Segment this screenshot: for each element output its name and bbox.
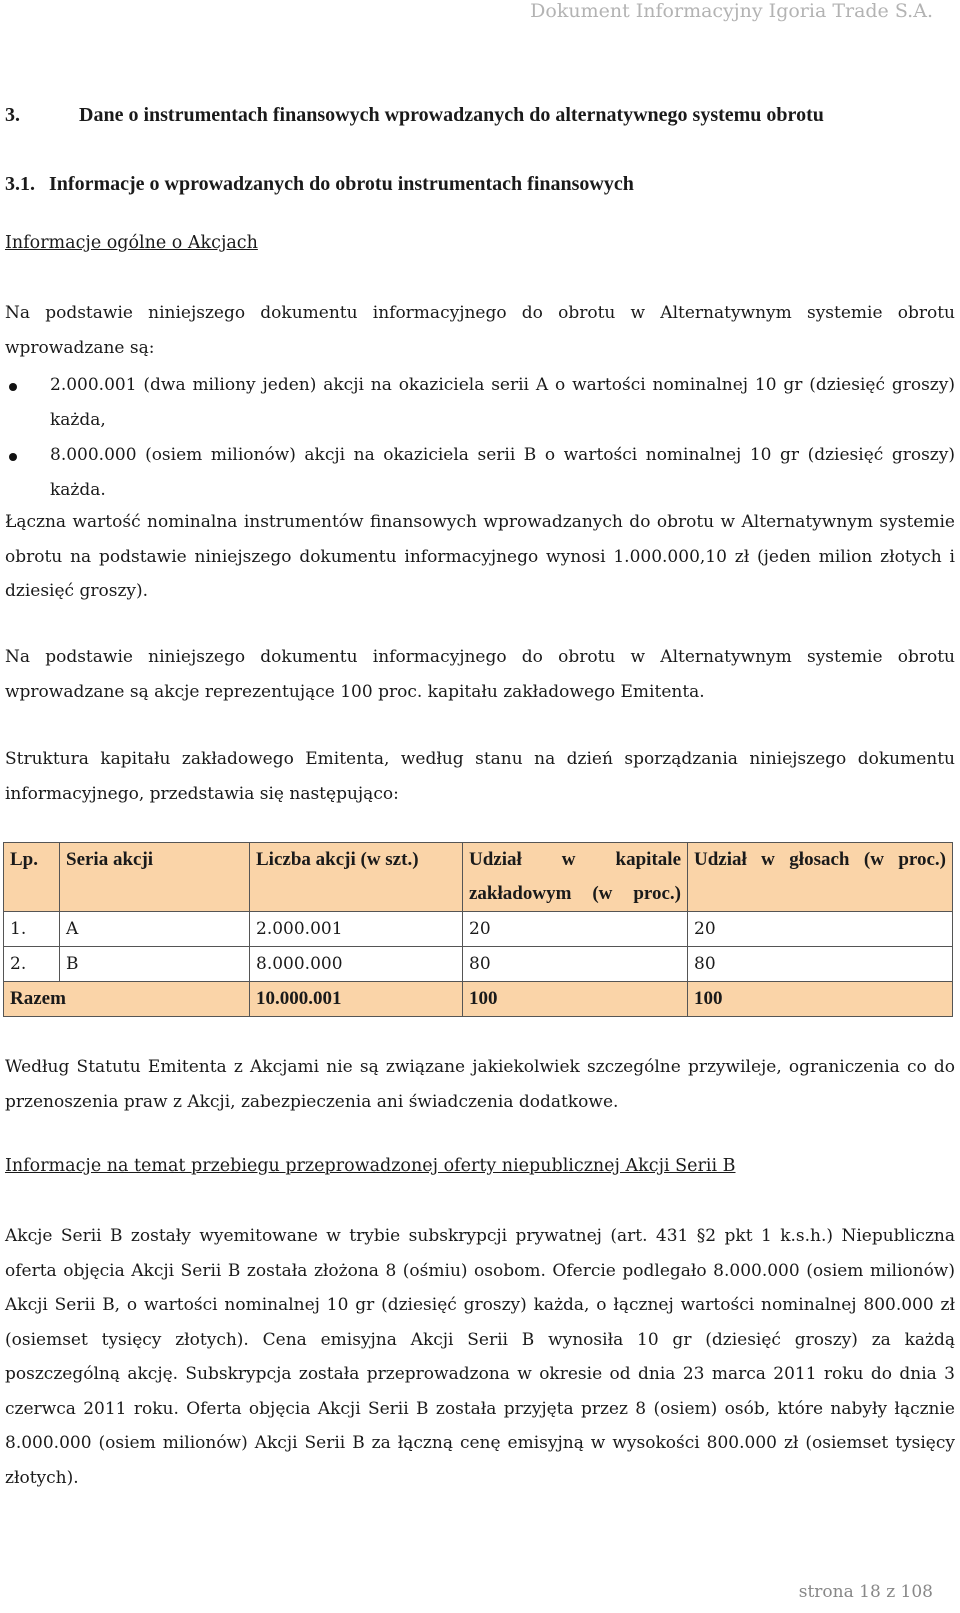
general-info-heading: Informacje ogólne o Akcjach <box>5 233 258 253</box>
section-title: Dane o instrumentach finansowych wprowadzanych do alternatywnego systemu obrotu <box>79 104 824 126</box>
table-cell: 80 <box>463 947 688 982</box>
table-header-row <box>4 843 953 912</box>
table-cell: 10.000.001 <box>250 982 463 1017</box>
offer-heading: Informacje na temat przebiegu przeprowadzonej oferty niepublicznej Akcji Serii B <box>5 1156 736 1176</box>
subsection-number: 3.1. <box>5 173 35 195</box>
table-row <box>4 912 953 947</box>
table-cell: 1. <box>4 912 60 947</box>
table-cell: B <box>60 947 250 982</box>
table-row <box>4 947 953 982</box>
list-item <box>5 438 955 507</box>
bullet-icon <box>9 453 17 461</box>
column-header: Udział w głosach (w proc.) <box>688 843 953 912</box>
list-item <box>5 368 955 437</box>
column-header: Lp. <box>4 843 60 912</box>
subsection-title: Informacje o wprowadzanych do obrotu instrumentach finansowych <box>49 173 634 195</box>
table-cell: 20 <box>463 912 688 947</box>
table-cell: 2. <box>4 947 60 982</box>
table-cell: 100 <box>688 982 953 1017</box>
subsection-heading <box>5 173 634 196</box>
table-cell: 20 <box>688 912 953 947</box>
statute-paragraph: Według Statutu Emitenta z Akcjami nie są związane jakiekolwiek szczególne przywileje, ograniczenia co do przenoszenia praw z Akcji, zabezpieczenia ani świadczenia dodatkowe. <box>5 1057 955 1112</box>
table-cell: 8.000.000 <box>250 947 463 982</box>
percent-paragraph: Na podstawie niniejszego dokumentu informacyjnego do obrotu w Alternatywnym systemie obrotu wprowadzane są akcje reprezentujące 100 proc. kapitału zakładowego Emitenta. <box>5 647 955 702</box>
structure-paragraph: Struktura kapitału zakładowego Emitenta, według stanu na dzień sporządzania niniejszego dokumentu informacyjnego, przedstawia się następująco: <box>5 749 955 804</box>
column-header: Udział w kapitale zakładowym (w proc.) <box>463 843 688 912</box>
list-item-text: 8.000.000 (osiem milionów) akcji na okaziciela serii B o wartości nominalnej 10 gr (dziesięć groszy) każda. <box>50 445 955 500</box>
intro-paragraph: Na podstawie niniejszego dokumentu informacyjnego do obrotu w Alternatywnym systemie obrotu wprowadzane są: <box>5 303 955 358</box>
page-number: strona 18 z 108 <box>798 1582 933 1602</box>
section-number: 3. <box>5 104 20 126</box>
table-cell: Razem <box>4 982 250 1017</box>
total-value-paragraph: Łączna wartość nominalna instrumentów finansowych wprowadzanych do obrotu w Alternatywnym systemie obrotu na podstawie niniejszego dokumentu informacyjnego wynosi 1.000.000,10 zł (jeden milion złotych i dziesięć groszy). <box>5 512 955 601</box>
table-cell: A <box>60 912 250 947</box>
offer-paragraph: Akcje Serii B zostały wyemitowane w trybie subskrypcji prywatnej (art. 431 §2 pkt 1 k.s.h.) Niepubliczna oferta objęcia Akcji Serii B została złożona 8 (ośmiu) osobom. Ofercie podlegało 8.000.000 (osiem milionów) Akcji Serii B, o wartości nominalnej 10 gr (dziesięć groszy) każda, o łącznej wartości nominalnej 800.000 zł (osiemset tysięcy złotych). Cena emisyjna Akcji Serii B wynosiła 10 gr (dziesięć groszy) za każdą poszczególną akcję. Subskrypcja została przeprowadzona w okresie od dnia 23 marca 2011 roku do dnia 3 czerwca 2011 roku. Oferta objęcia Akcji Serii B została przyjęta przez 8 (osiem) osób, które nabyły łącznie 8.000.000 (osiem milionów) Akcji Serii B za łączną cenę emisyjną w wysokości 800.000 zł (osiemset tysięcy złotych). <box>5 1226 955 1488</box>
table-cell: 80 <box>688 947 953 982</box>
capital-structure-table <box>3 842 953 1017</box>
section-heading <box>5 104 824 127</box>
column-header: Liczba akcji (w szt.) <box>250 843 463 912</box>
table-cell: 2.000.001 <box>250 912 463 947</box>
table-total-row <box>4 982 953 1017</box>
list-item-text: 2.000.001 (dwa miliony jeden) akcji na okaziciela serii A o wartości nominalnej 10 gr (dziesięć groszy) każda, <box>50 375 955 430</box>
table-cell: 100 <box>463 982 688 1017</box>
document-header-title: Dokument Informacyjny Igoria Trade S.A. <box>530 0 933 22</box>
column-header: Seria akcji <box>60 843 250 912</box>
bullet-icon <box>9 383 17 391</box>
